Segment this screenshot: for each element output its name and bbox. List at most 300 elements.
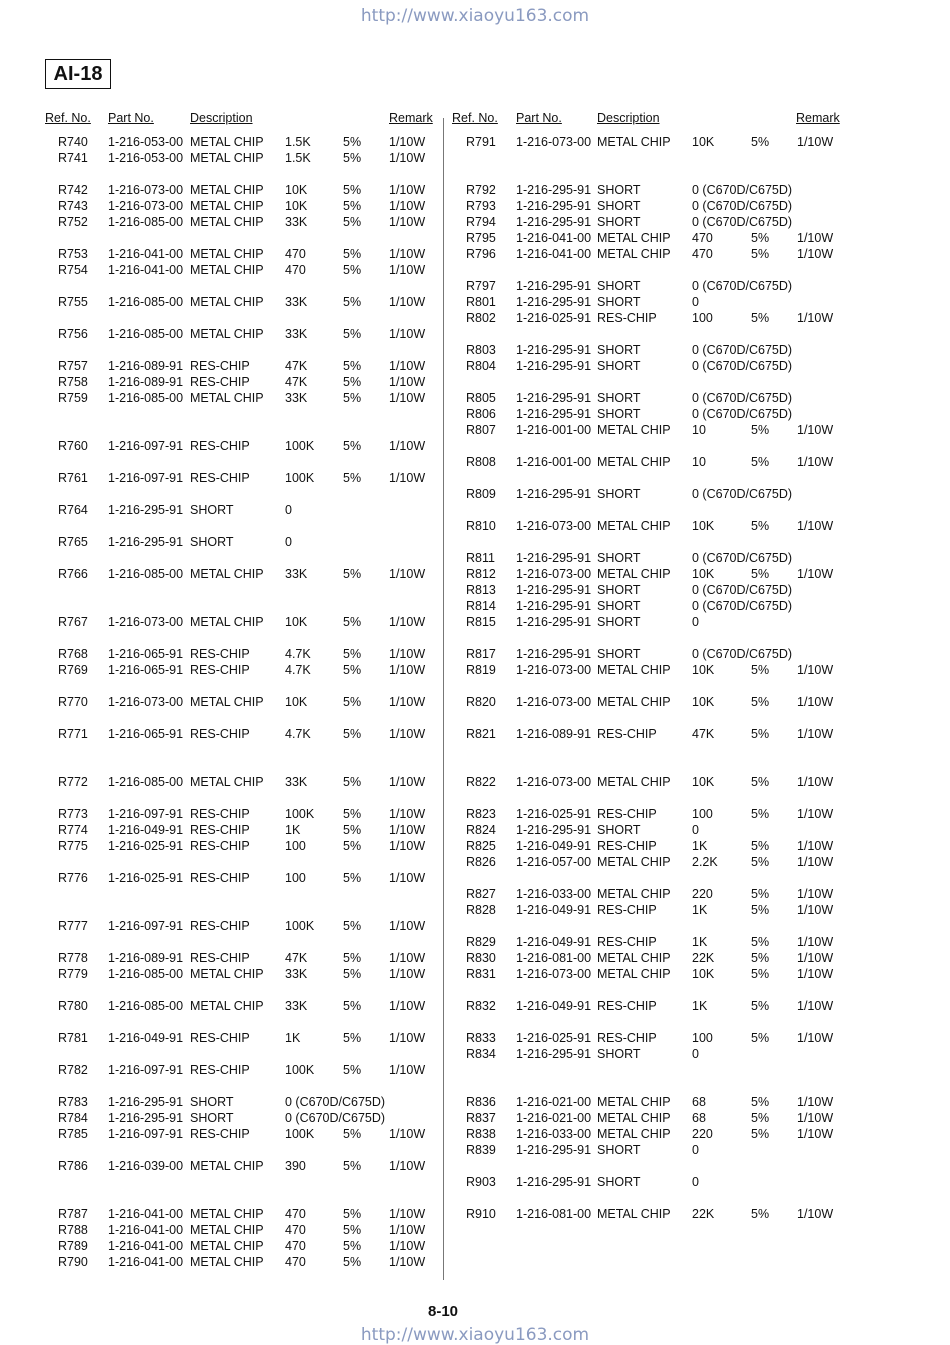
description: METAL CHIP bbox=[597, 775, 671, 789]
tolerance: 5% bbox=[343, 263, 362, 277]
part-no: 1-216-081-00 bbox=[516, 951, 592, 965]
tolerance: 5% bbox=[751, 519, 770, 533]
tolerance: 5% bbox=[343, 663, 362, 677]
part-no: 1-216-065-91 bbox=[108, 727, 184, 741]
description: SHORT bbox=[190, 1111, 234, 1125]
ref-no: R806 bbox=[466, 407, 496, 421]
ref-no: R780 bbox=[58, 999, 88, 1013]
ref-no: R742 bbox=[58, 183, 88, 197]
tolerance: 5% bbox=[751, 311, 770, 325]
value: 0 (C670D/C675D) bbox=[692, 391, 793, 405]
wattage: 1/10W bbox=[797, 311, 834, 325]
ref-no: R760 bbox=[58, 439, 88, 453]
description: METAL CHIP bbox=[597, 1111, 671, 1125]
part-no: 1-216-073-00 bbox=[108, 183, 184, 197]
wattage: 1/10W bbox=[389, 247, 426, 261]
wattage: 1/10W bbox=[797, 455, 834, 469]
part-no: 1-216-025-91 bbox=[108, 871, 184, 885]
value: 100 bbox=[285, 839, 306, 853]
tolerance: 5% bbox=[751, 455, 770, 469]
ref-no: R791 bbox=[466, 135, 496, 149]
part-no: 1-216-089-91 bbox=[108, 951, 184, 965]
description: METAL CHIP bbox=[597, 1207, 671, 1221]
value: 10K bbox=[692, 967, 715, 981]
ref-no: R740 bbox=[58, 135, 88, 149]
value: 220 bbox=[692, 1127, 713, 1141]
description: RES-CHIP bbox=[597, 727, 657, 741]
ref-no: R812 bbox=[466, 567, 496, 581]
tolerance: 5% bbox=[751, 839, 770, 853]
description: RES-CHIP bbox=[190, 823, 250, 837]
tolerance: 5% bbox=[343, 1255, 362, 1269]
description: RES-CHIP bbox=[190, 471, 250, 485]
value: 0 (C670D/C675D) bbox=[692, 215, 793, 229]
ref-no: R769 bbox=[58, 663, 88, 677]
wattage: 1/10W bbox=[389, 807, 426, 821]
ref-no: R820 bbox=[466, 695, 496, 709]
description: RES-CHIP bbox=[190, 871, 250, 885]
ref-no: R809 bbox=[466, 487, 496, 501]
part-no: 1-216-033-00 bbox=[516, 887, 592, 901]
col-header-part-left: Part No. bbox=[108, 111, 154, 125]
tolerance: 5% bbox=[343, 919, 362, 933]
ref-no: R758 bbox=[58, 375, 88, 389]
description: METAL CHIP bbox=[190, 967, 264, 981]
description: RES-CHIP bbox=[190, 807, 250, 821]
description: RES-CHIP bbox=[190, 839, 250, 853]
value: 470 bbox=[285, 1255, 306, 1269]
tolerance: 5% bbox=[751, 727, 770, 741]
ref-no: R829 bbox=[466, 935, 496, 949]
part-no: 1-216-001-00 bbox=[516, 423, 592, 437]
value: 0 (C670D/C675D) bbox=[285, 1111, 386, 1125]
value: 10K bbox=[692, 135, 715, 149]
part-no: 1-216-089-91 bbox=[108, 375, 184, 389]
value: 0 bbox=[692, 615, 699, 629]
tolerance: 5% bbox=[343, 1207, 362, 1221]
ref-no: R807 bbox=[466, 423, 496, 437]
tolerance: 5% bbox=[343, 1063, 362, 1077]
ref-no: R796 bbox=[466, 247, 496, 261]
value: 0 bbox=[285, 535, 292, 549]
part-no: 1-216-295-91 bbox=[516, 199, 592, 213]
part-no: 1-216-295-91 bbox=[516, 215, 592, 229]
part-no: 1-216-295-91 bbox=[516, 647, 592, 661]
part-no: 1-216-065-91 bbox=[108, 663, 184, 677]
part-no: 1-216-041-00 bbox=[108, 1223, 184, 1237]
tolerance: 5% bbox=[343, 151, 362, 165]
col-header-remark-left: Remark bbox=[389, 111, 433, 125]
value: 1.5K bbox=[285, 151, 311, 165]
tolerance: 5% bbox=[751, 1207, 770, 1221]
tolerance: 5% bbox=[751, 775, 770, 789]
section-badge: AI-18 bbox=[45, 59, 111, 89]
wattage: 1/10W bbox=[797, 135, 834, 149]
tolerance: 5% bbox=[751, 951, 770, 965]
tolerance: 5% bbox=[751, 247, 770, 261]
wattage: 1/10W bbox=[797, 775, 834, 789]
ref-no: R805 bbox=[466, 391, 496, 405]
ref-no: R770 bbox=[58, 695, 88, 709]
description: SHORT bbox=[597, 823, 641, 837]
ref-no: R834 bbox=[466, 1047, 496, 1061]
wattage: 1/10W bbox=[389, 439, 426, 453]
wattage: 1/10W bbox=[797, 519, 834, 533]
value: 4.7K bbox=[285, 727, 311, 741]
ref-no: R817 bbox=[466, 647, 496, 661]
description: RES-CHIP bbox=[190, 951, 250, 965]
wattage: 1/10W bbox=[389, 663, 426, 677]
value: 470 bbox=[285, 263, 306, 277]
wattage: 1/10W bbox=[389, 1127, 426, 1141]
part-no: 1-216-041-00 bbox=[108, 1239, 184, 1253]
description: METAL CHIP bbox=[597, 567, 671, 581]
wattage: 1/10W bbox=[389, 327, 426, 341]
part-no: 1-216-025-91 bbox=[516, 807, 592, 821]
tolerance: 5% bbox=[751, 1127, 770, 1141]
part-no: 1-216-295-91 bbox=[516, 1047, 592, 1061]
ref-no: R811 bbox=[466, 551, 495, 565]
value: 33K bbox=[285, 567, 308, 581]
ref-no: R773 bbox=[58, 807, 88, 821]
part-no: 1-216-041-00 bbox=[516, 231, 592, 245]
value: 0 (C670D/C675D) bbox=[692, 407, 793, 421]
value: 10K bbox=[692, 695, 715, 709]
ref-no: R768 bbox=[58, 647, 88, 661]
ref-no: R764 bbox=[58, 503, 88, 517]
col-header-ref-left: Ref. No. bbox=[45, 111, 91, 125]
tolerance: 5% bbox=[343, 1031, 362, 1045]
part-no: 1-216-033-00 bbox=[516, 1127, 592, 1141]
part-no: 1-216-089-91 bbox=[516, 727, 592, 741]
ref-no: R830 bbox=[466, 951, 496, 965]
description: METAL CHIP bbox=[190, 1159, 264, 1173]
value: 68 bbox=[692, 1095, 706, 1109]
tolerance: 5% bbox=[343, 967, 362, 981]
part-no: 1-216-085-00 bbox=[108, 967, 184, 981]
tolerance: 5% bbox=[751, 887, 770, 901]
value: 68 bbox=[692, 1111, 706, 1125]
part-no: 1-216-053-00 bbox=[108, 151, 184, 165]
tolerance: 5% bbox=[343, 295, 362, 309]
description: RES-CHIP bbox=[597, 935, 657, 949]
part-no: 1-216-295-91 bbox=[516, 295, 592, 309]
value: 4.7K bbox=[285, 647, 311, 661]
tolerance: 5% bbox=[751, 663, 770, 677]
value: 1K bbox=[692, 839, 708, 853]
tolerance: 5% bbox=[343, 951, 362, 965]
ref-no: R839 bbox=[466, 1143, 496, 1157]
value: 47K bbox=[285, 375, 308, 389]
ref-no: R789 bbox=[58, 1239, 88, 1253]
ref-no: R784 bbox=[58, 1111, 88, 1125]
wattage: 1/10W bbox=[797, 567, 834, 581]
wattage: 1/10W bbox=[797, 423, 834, 437]
tolerance: 5% bbox=[343, 567, 362, 581]
ref-no: R741 bbox=[58, 151, 88, 165]
value: 33K bbox=[285, 967, 308, 981]
tolerance: 5% bbox=[343, 615, 362, 629]
part-no: 1-216-085-00 bbox=[108, 327, 184, 341]
ref-no: R810 bbox=[466, 519, 496, 533]
ref-no: R790 bbox=[58, 1255, 88, 1269]
description: RES-CHIP bbox=[597, 807, 657, 821]
part-no: 1-216-295-91 bbox=[516, 407, 592, 421]
ref-no: R826 bbox=[466, 855, 496, 869]
part-no: 1-216-097-91 bbox=[108, 1063, 184, 1077]
description: SHORT bbox=[597, 647, 641, 661]
tolerance: 5% bbox=[343, 391, 362, 405]
ref-no: R803 bbox=[466, 343, 496, 357]
wattage: 1/10W bbox=[389, 1223, 426, 1237]
value: 100K bbox=[285, 919, 315, 933]
value: 10K bbox=[285, 183, 308, 197]
wattage: 1/10W bbox=[797, 935, 834, 949]
value: 0 (C670D/C675D) bbox=[692, 647, 793, 661]
ref-no: R802 bbox=[466, 311, 496, 325]
part-no: 1-216-001-00 bbox=[516, 455, 592, 469]
tolerance: 5% bbox=[751, 967, 770, 981]
part-no: 1-216-295-91 bbox=[516, 391, 592, 405]
description: RES-CHIP bbox=[597, 311, 657, 325]
value: 47K bbox=[285, 951, 308, 965]
value: 100 bbox=[285, 871, 306, 885]
wattage: 1/10W bbox=[389, 1031, 426, 1045]
ref-no: R786 bbox=[58, 1159, 88, 1173]
description: RES-CHIP bbox=[190, 359, 250, 373]
value: 470 bbox=[285, 247, 306, 261]
description: SHORT bbox=[190, 1095, 234, 1109]
part-no: 1-216-073-00 bbox=[516, 567, 592, 581]
tolerance: 5% bbox=[343, 327, 362, 341]
part-no: 1-216-073-00 bbox=[516, 967, 592, 981]
value: 0 (C670D/C675D) bbox=[692, 183, 793, 197]
description: RES-CHIP bbox=[190, 439, 250, 453]
description: RES-CHIP bbox=[190, 1031, 250, 1045]
part-no: 1-216-085-00 bbox=[108, 295, 184, 309]
description: SHORT bbox=[597, 199, 641, 213]
tolerance: 5% bbox=[343, 647, 362, 661]
value: 1K bbox=[692, 935, 708, 949]
description: METAL CHIP bbox=[190, 1207, 264, 1221]
ref-no: R781 bbox=[58, 1031, 88, 1045]
tolerance: 5% bbox=[343, 1223, 362, 1237]
tolerance: 5% bbox=[751, 855, 770, 869]
description: METAL CHIP bbox=[190, 295, 264, 309]
part-no: 1-216-295-91 bbox=[516, 359, 592, 373]
description: METAL CHIP bbox=[190, 247, 264, 261]
part-no: 1-216-081-00 bbox=[516, 1207, 592, 1221]
tolerance: 5% bbox=[751, 903, 770, 917]
description: SHORT bbox=[597, 1047, 641, 1061]
value: 33K bbox=[285, 215, 308, 229]
wattage: 1/10W bbox=[389, 1207, 426, 1221]
tolerance: 5% bbox=[751, 935, 770, 949]
description: METAL CHIP bbox=[190, 695, 264, 709]
tolerance: 5% bbox=[343, 199, 362, 213]
description: METAL CHIP bbox=[597, 455, 671, 469]
value: 390 bbox=[285, 1159, 306, 1173]
description: METAL CHIP bbox=[190, 615, 264, 629]
ref-no: R825 bbox=[466, 839, 496, 853]
wattage: 1/10W bbox=[389, 839, 426, 853]
tolerance: 5% bbox=[343, 999, 362, 1013]
part-no: 1-216-073-00 bbox=[516, 135, 592, 149]
description: RES-CHIP bbox=[190, 727, 250, 741]
value: 1K bbox=[692, 903, 708, 917]
col-header-ref-right: Ref. No. bbox=[452, 111, 498, 125]
description: SHORT bbox=[597, 295, 641, 309]
value: 10K bbox=[692, 567, 715, 581]
value: 33K bbox=[285, 775, 308, 789]
part-no: 1-216-295-91 bbox=[516, 823, 592, 837]
value: 0 bbox=[692, 823, 699, 837]
part-no: 1-216-041-00 bbox=[108, 1207, 184, 1221]
part-no: 1-216-073-00 bbox=[516, 775, 592, 789]
tolerance: 5% bbox=[343, 823, 362, 837]
part-no: 1-216-021-00 bbox=[516, 1095, 592, 1109]
tolerance: 5% bbox=[751, 567, 770, 581]
value: 100K bbox=[285, 471, 315, 485]
part-no: 1-216-073-00 bbox=[516, 663, 592, 677]
part-no: 1-216-097-91 bbox=[108, 1127, 184, 1141]
wattage: 1/10W bbox=[389, 727, 426, 741]
tolerance: 5% bbox=[343, 215, 362, 229]
value: 10K bbox=[692, 519, 715, 533]
part-no: 1-216-073-00 bbox=[108, 199, 184, 213]
wattage: 1/10W bbox=[389, 871, 426, 885]
tolerance: 5% bbox=[343, 727, 362, 741]
description: METAL CHIP bbox=[597, 887, 671, 901]
value: 33K bbox=[285, 391, 308, 405]
ref-no: R824 bbox=[466, 823, 496, 837]
wattage: 1/10W bbox=[389, 775, 426, 789]
part-no: 1-216-073-00 bbox=[516, 695, 592, 709]
wattage: 1/10W bbox=[797, 951, 834, 965]
wattage: 1/10W bbox=[797, 1207, 834, 1221]
footer-url[interactable]: http://www.xiaoyu163.com bbox=[360, 1325, 590, 1345]
ref-no: R814 bbox=[466, 599, 496, 613]
description: METAL CHIP bbox=[190, 327, 264, 341]
col-header-part-right: Part No. bbox=[516, 111, 562, 125]
wattage: 1/10W bbox=[389, 151, 426, 165]
wattage: 1/10W bbox=[389, 1063, 426, 1077]
ref-no: R785 bbox=[58, 1127, 88, 1141]
ref-no: R821 bbox=[466, 727, 496, 741]
description: METAL CHIP bbox=[190, 183, 264, 197]
tolerance: 5% bbox=[343, 775, 362, 789]
part-no: 1-216-097-91 bbox=[108, 439, 184, 453]
part-no: 1-216-089-91 bbox=[108, 359, 184, 373]
wattage: 1/10W bbox=[797, 1111, 834, 1125]
ref-no: R823 bbox=[466, 807, 496, 821]
description: RES-CHIP bbox=[190, 919, 250, 933]
page-number: 8-10 bbox=[427, 1303, 459, 1320]
description: RES-CHIP bbox=[190, 663, 250, 677]
part-no: 1-216-085-00 bbox=[108, 391, 184, 405]
ref-no: R836 bbox=[466, 1095, 496, 1109]
value: 0 (C670D/C675D) bbox=[692, 359, 793, 373]
part-no: 1-216-039-00 bbox=[108, 1159, 184, 1173]
wattage: 1/10W bbox=[797, 855, 834, 869]
description: METAL CHIP bbox=[597, 663, 671, 677]
ref-no: R794 bbox=[466, 215, 496, 229]
part-no: 1-216-041-00 bbox=[516, 247, 592, 261]
header-url[interactable]: http://www.xiaoyu163.com bbox=[360, 6, 590, 26]
ref-no: R766 bbox=[58, 567, 88, 581]
description: METAL CHIP bbox=[597, 423, 671, 437]
part-no: 1-216-049-91 bbox=[516, 839, 592, 853]
value: 1K bbox=[285, 1031, 301, 1045]
part-no: 1-216-085-00 bbox=[108, 999, 184, 1013]
ref-no: R774 bbox=[58, 823, 88, 837]
value: 0 (C670D/C675D) bbox=[692, 199, 793, 213]
ref-no: R910 bbox=[466, 1207, 496, 1221]
tolerance: 5% bbox=[343, 871, 362, 885]
wattage: 1/10W bbox=[389, 567, 426, 581]
value: 0 bbox=[692, 295, 699, 309]
description: METAL CHIP bbox=[190, 1223, 264, 1237]
part-no: 1-216-041-00 bbox=[108, 263, 184, 277]
value: 4.7K bbox=[285, 663, 311, 677]
part-no: 1-216-049-91 bbox=[516, 935, 592, 949]
ref-no: R777 bbox=[58, 919, 88, 933]
part-no: 1-216-295-91 bbox=[516, 615, 592, 629]
part-no: 1-216-057-00 bbox=[516, 855, 592, 869]
tolerance: 5% bbox=[343, 439, 362, 453]
part-no: 1-216-295-91 bbox=[108, 535, 184, 549]
wattage: 1/10W bbox=[389, 183, 426, 197]
wattage: 1/10W bbox=[389, 215, 426, 229]
description: SHORT bbox=[597, 183, 641, 197]
ref-no: R776 bbox=[58, 871, 88, 885]
ref-no: R827 bbox=[466, 887, 496, 901]
description: SHORT bbox=[597, 407, 641, 421]
wattage: 1/10W bbox=[797, 903, 834, 917]
tolerance: 5% bbox=[751, 135, 770, 149]
tolerance: 5% bbox=[343, 375, 362, 389]
description: RES-CHIP bbox=[190, 375, 250, 389]
ref-no: R757 bbox=[58, 359, 88, 373]
value: 100 bbox=[692, 1031, 713, 1045]
description: SHORT bbox=[597, 487, 641, 501]
ref-no: R778 bbox=[58, 951, 88, 965]
ref-no: R788 bbox=[58, 1223, 88, 1237]
wattage: 1/10W bbox=[389, 359, 426, 373]
part-no: 1-216-025-91 bbox=[516, 1031, 592, 1045]
part-no: 1-216-295-91 bbox=[516, 343, 592, 357]
ref-no: R831 bbox=[466, 967, 496, 981]
part-no: 1-216-053-00 bbox=[108, 135, 184, 149]
description: SHORT bbox=[597, 359, 641, 373]
part-no: 1-216-295-91 bbox=[516, 183, 592, 197]
tolerance: 5% bbox=[751, 231, 770, 245]
value: 0 (C670D/C675D) bbox=[285, 1095, 386, 1109]
wattage: 1/10W bbox=[389, 919, 426, 933]
value: 470 bbox=[285, 1239, 306, 1253]
value: 0 (C670D/C675D) bbox=[692, 487, 793, 501]
value: 0 bbox=[692, 1047, 699, 1061]
value: 47K bbox=[285, 359, 308, 373]
description: SHORT bbox=[190, 503, 234, 517]
wattage: 1/10W bbox=[389, 471, 426, 485]
description: SHORT bbox=[597, 583, 641, 597]
value: 100 bbox=[692, 311, 713, 325]
value: 470 bbox=[692, 247, 713, 261]
wattage: 1/10W bbox=[797, 695, 834, 709]
wattage: 1/10W bbox=[389, 615, 426, 629]
wattage: 1/10W bbox=[797, 807, 834, 821]
